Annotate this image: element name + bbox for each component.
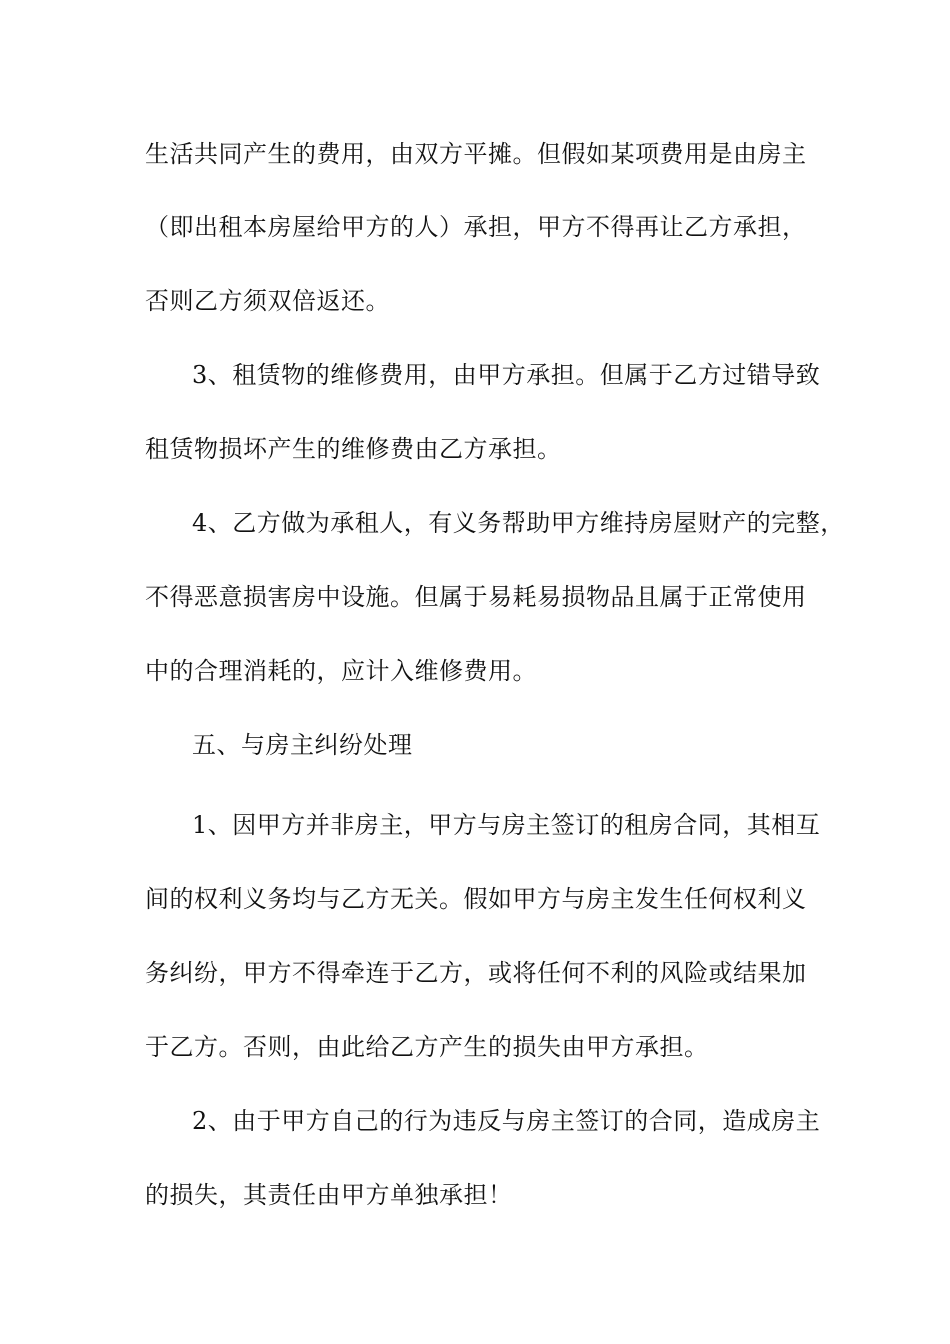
text-line: （即出租本房屋给甲方的人）承担，甲方不得再让乙方承担， (145, 213, 807, 241)
text-line: 租赁物损坏产生的维修费由乙方承担。 (145, 435, 562, 463)
text-line: 于乙方。否则，由此给乙方产生的损失由甲方承担。 (145, 1033, 709, 1061)
text-line: 否则乙方须双倍返还。 (145, 287, 390, 315)
text-line: 3、租赁物的维修费用，由甲方承担。但属于乙方过错导致 (192, 361, 821, 389)
text-line: 的损失，其责任由甲方单独承担！ (145, 1181, 513, 1209)
text-line: 4、乙方做为承租人，有义务帮助甲方维持房屋财产的完整， (192, 509, 845, 537)
text-line: 间的权利义务均与乙方无关。假如甲方与房主发生任何权利义 (145, 885, 807, 913)
text-line: 1、因甲方并非房主，甲方与房主签订的租房合同，其相互 (192, 811, 821, 839)
text-line: 中的合理消耗的，应计入维修费用。 (145, 657, 537, 685)
text-line: 务纠纷，甲方不得牵连于乙方，或将任何不利的风险或结果加 (145, 959, 807, 987)
text-line: 生活共同产生的费用，由双方平摊。但假如某项费用是由房主 (145, 140, 807, 168)
section-heading: 五、与房主纠纷处理 (192, 731, 413, 759)
text-line: 2、由于甲方自己的行为违反与房主签订的合同，造成房主 (192, 1107, 821, 1135)
text-line: 不得恶意损害房中设施。但属于易耗易损物品且属于正常使用 (145, 583, 807, 611)
